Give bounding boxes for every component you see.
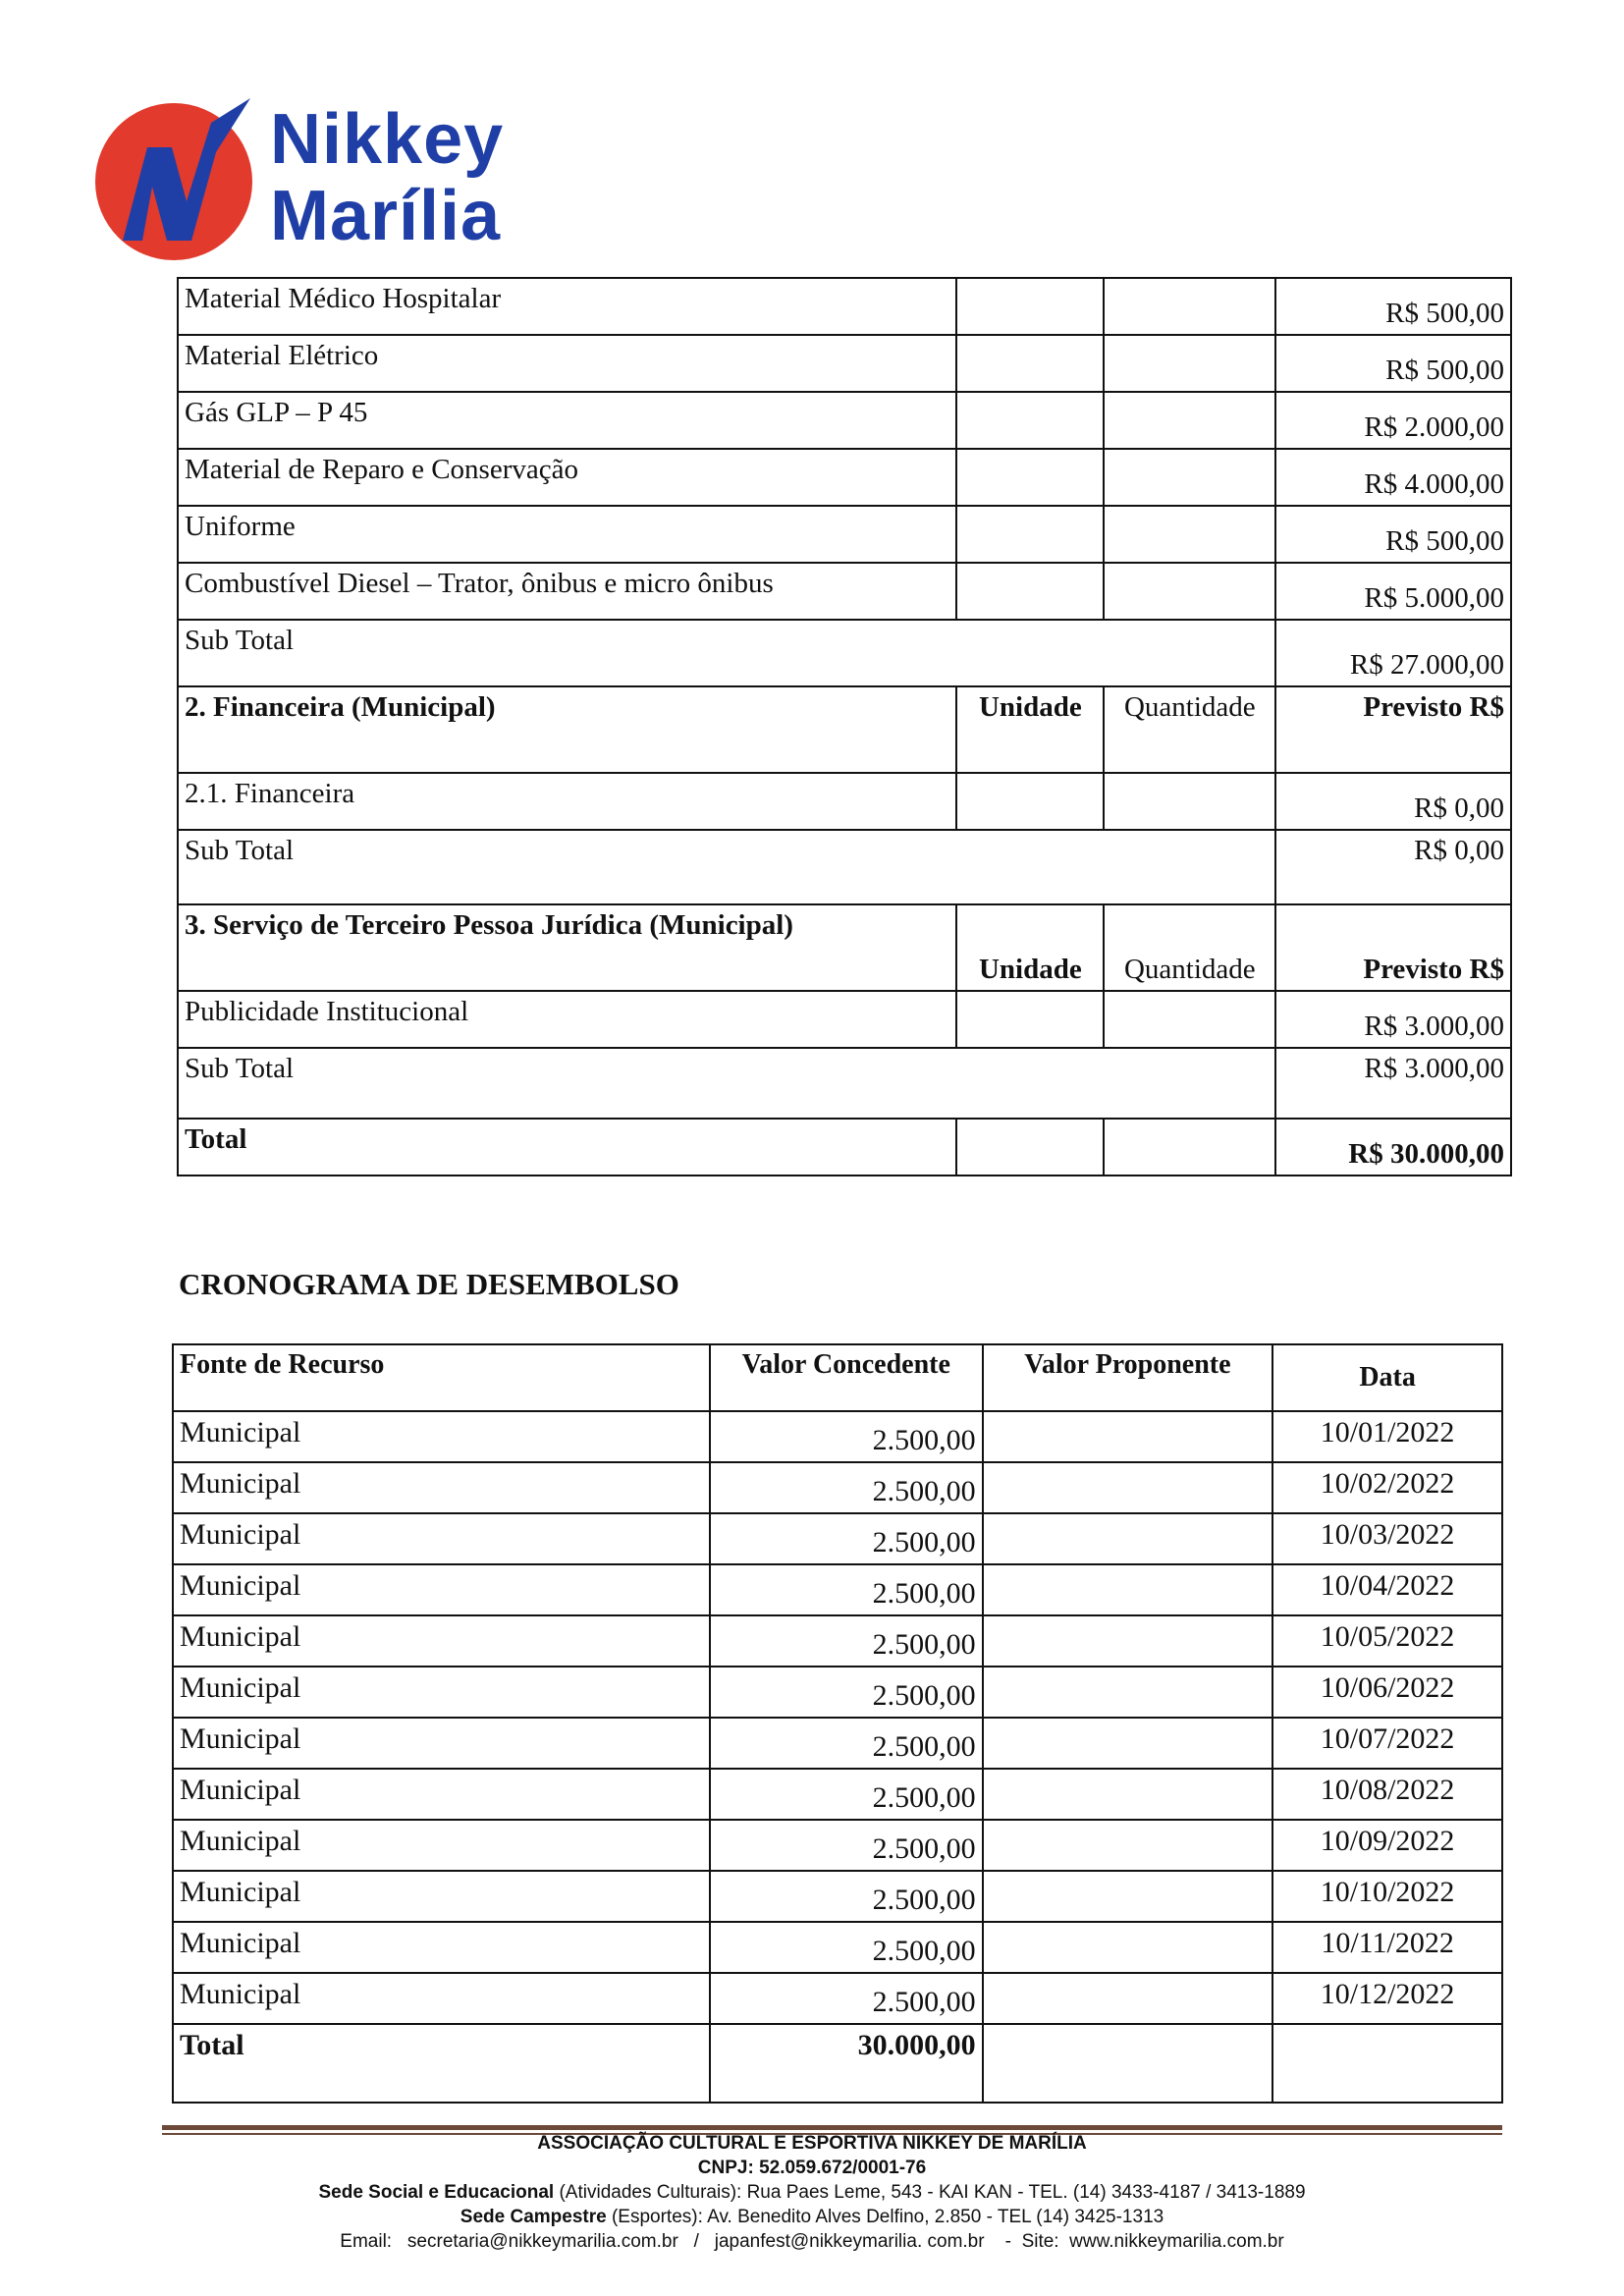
cronograma-fonte: Municipal [173,1615,710,1667]
budget-row [178,392,1511,449]
col-previsto: Previsto R$ [1275,904,1511,991]
subtotal-value: R$ 3.000,00 [1275,1048,1511,1119]
subtotal-row-1 [178,620,1511,686]
total-row [178,1119,1511,1175]
cronograma-header-row [173,1344,1502,1411]
budget-table [177,277,1512,1176]
cronograma-data: 10/11/2022 [1272,1922,1502,1973]
budget-unidade [956,335,1104,392]
cronograma-valor: 2.500,00 [710,1718,983,1769]
cronograma-valor: 2.500,00 [710,1973,983,2024]
subtotal-label: Sub Total [178,620,1275,686]
budget-quantidade [1104,506,1275,563]
budget-value: R$ 500,00 [1275,506,1511,563]
cronograma-data: 10/09/2022 [1272,1820,1502,1871]
budget-quantidade [1104,278,1275,335]
budget-quantidade [1104,335,1275,392]
cronograma-total-label: Total [173,2024,710,2103]
cronograma-row [173,1820,1502,1871]
cronograma-row [173,1718,1502,1769]
total-value: R$ 30.000,00 [1275,1119,1511,1175]
logo-emblem-icon [93,93,265,265]
cronograma-fonte: Municipal [173,1922,710,1973]
cronograma-valor: 2.500,00 [710,1411,983,1462]
cronograma-row [173,1871,1502,1922]
cronograma-valor: 2.500,00 [710,1513,983,1564]
cronograma-valor: 2.500,00 [710,1564,983,1615]
footer-org: ASSOCIAÇÃO CULTURAL E ESPORTIVA NIKKEY DE MARÍLIA [537,2133,1087,2154]
section-3-header [178,904,1511,991]
cronograma-row [173,1667,1502,1718]
cronograma-proponente [983,1922,1273,1973]
cronograma-proponente [983,1769,1273,1820]
cronograma-valor: 2.500,00 [710,1769,983,1820]
cronograma-row [173,1564,1502,1615]
cronograma-data: 10/04/2022 [1272,1564,1502,1615]
budget-item: Material de Reparo e Conservação [178,449,956,506]
budget-unidade [956,449,1104,506]
nikkey-marilia-logo [93,93,506,265]
budget-unidade [956,392,1104,449]
subtotal-row-3 [178,1048,1511,1119]
cronograma-fonte: Municipal [173,1769,710,1820]
cronograma-row [173,1922,1502,1973]
cronograma-total-value: 30.000,00 [710,2024,983,2103]
budget-row [178,506,1511,563]
col-previsto: Previsto R$ [1275,686,1511,773]
budget-value: R$ 2.000,00 [1275,392,1511,449]
budget-item: Combustível Diesel – Trator, ônibus e micro ônibus [178,563,956,620]
cronograma-data: 10/07/2022 [1272,1718,1502,1769]
cronograma-proponente [983,1718,1273,1769]
cronograma-valor: 2.500,00 [710,1820,983,1871]
budget-unidade [956,506,1104,563]
col-unidade: Unidade [956,686,1104,773]
cronograma-fonte: Municipal [173,1871,710,1922]
cronograma-fonte: Municipal [173,1973,710,2024]
cronograma-row [173,1973,1502,2024]
budget-item: Gás GLP – P 45 [178,392,956,449]
cronograma-valor: 2.500,00 [710,1462,983,1513]
subtotal-value: R$ 0,00 [1275,830,1511,904]
cronograma-data: 10/06/2022 [1272,1667,1502,1718]
subtotal-label: Sub Total [178,830,1275,904]
cronograma-data: 10/02/2022 [1272,1462,1502,1513]
cronograma-valor: 2.500,00 [710,1667,983,1718]
subtotal-value: R$ 27.000,00 [1275,620,1511,686]
footer [0,2131,1624,2254]
row-2-1-item: 2.1. Financeira [178,773,956,830]
row-3-1-item: Publicidade Institucional [178,991,956,1048]
cronograma-fonte: Municipal [173,1564,710,1615]
cronograma-row [173,1615,1502,1667]
budget-row [178,449,1511,506]
cronograma-proponente [983,1513,1273,1564]
cronograma-row [173,1411,1502,1462]
section-3-title: 3. Serviço de Terceiro Pessoa Jurídica (Municipal) [178,904,956,991]
cronograma-proponente [983,1820,1273,1871]
budget-item: Uniforme [178,506,956,563]
cronograma-proponente [983,1615,1273,1667]
cronograma-proponente [983,1871,1273,1922]
cronograma-data: 10/10/2022 [1272,1871,1502,1922]
budget-row [178,335,1511,392]
budget-value: R$ 4.000,00 [1275,449,1511,506]
cronograma-total-row [173,2024,1502,2103]
row-3-1-value: R$ 3.000,00 [1275,991,1511,1048]
subtotal-row-2 [178,830,1511,904]
section-2-header [178,686,1511,773]
row-2-1 [178,773,1511,830]
header-concedente: Valor Concedente [710,1344,983,1411]
col-unidade: Unidade [956,904,1104,991]
cronograma-fonte: Municipal [173,1718,710,1769]
cronograma-proponente [983,1973,1273,2024]
cronograma-valor: 2.500,00 [710,1871,983,1922]
footer-sede-social: Sede Social e Educacional (Atividades Culturais): Rua Paes Leme, 543 - KAI KAN - TEL. (14) 3433-4187 / 3413-1889 [318,2182,1306,2203]
budget-row [178,278,1511,335]
col-quantidade: Quantidade [1104,904,1275,991]
budget-row [178,563,1511,620]
budget-value: R$ 500,00 [1275,335,1511,392]
row-3-1 [178,991,1511,1048]
section-2-title: 2. Financeira (Municipal) [178,686,956,773]
cronograma-data: 10/01/2022 [1272,1411,1502,1462]
cronograma-data: 10/08/2022 [1272,1769,1502,1820]
header-fonte: Fonte de Recurso [173,1344,710,1411]
col-quantidade: Quantidade [1104,686,1275,773]
footer-cnpj: CNPJ: 52.059.672/0001-76 [697,2158,927,2178]
cronograma-row [173,1513,1502,1564]
budget-quantidade [1104,392,1275,449]
budget-value: R$ 500,00 [1275,278,1511,335]
cronograma-proponente [983,1411,1273,1462]
footer-contact: Email: secretaria@nikkeymarilia.com.br / japanfest@nikkeymarilia. com.br - Site: www.nikkeymarilia.com.br [340,2231,1284,2252]
budget-quantidade [1104,563,1275,620]
logo-line1: Nikkey [270,100,505,179]
total-label: Total [178,1119,956,1175]
budget-unidade [956,563,1104,620]
cronograma-data: 10/12/2022 [1272,1973,1502,2024]
cronograma-row [173,1769,1502,1820]
budget-value: R$ 5.000,00 [1275,563,1511,620]
budget-item: Material Médico Hospitalar [178,278,956,335]
cronograma-fonte: Municipal [173,1667,710,1718]
header-proponente: Valor Proponente [983,1344,1273,1411]
budget-quantidade [1104,449,1275,506]
budget-unidade [956,278,1104,335]
cronograma-proponente [983,1667,1273,1718]
row-2-1-value: R$ 0,00 [1275,773,1511,830]
logo-line2: Marília [270,177,502,255]
cronograma-fonte: Municipal [173,1513,710,1564]
footer-sede-campestre: Sede Campestre (Esportes): Av. Benedito Alves Delfino, 2.850 - TEL (14) 3425-1313 [460,2207,1164,2227]
cronograma-row [173,1462,1502,1513]
subtotal-label: Sub Total [178,1048,1275,1119]
header-data: Data [1272,1344,1502,1411]
cronograma-table [172,1343,1503,2104]
cronograma-heading: CRONOGRAMA DE DESEMBOLSO [179,1267,679,1301]
cronograma-valor: 2.500,00 [710,1922,983,1973]
cronograma-proponente [983,1564,1273,1615]
cronograma-data: 10/03/2022 [1272,1513,1502,1564]
cronograma-fonte: Municipal [173,1462,710,1513]
cronograma-data: 10/05/2022 [1272,1615,1502,1667]
cronograma-valor: 2.500,00 [710,1615,983,1667]
cronograma-proponente [983,1462,1273,1513]
footer-divider [162,2125,1502,2130]
cronograma-fonte: Municipal [173,1411,710,1462]
cronograma-fonte: Municipal [173,1820,710,1871]
budget-item: Material Elétrico [178,335,956,392]
